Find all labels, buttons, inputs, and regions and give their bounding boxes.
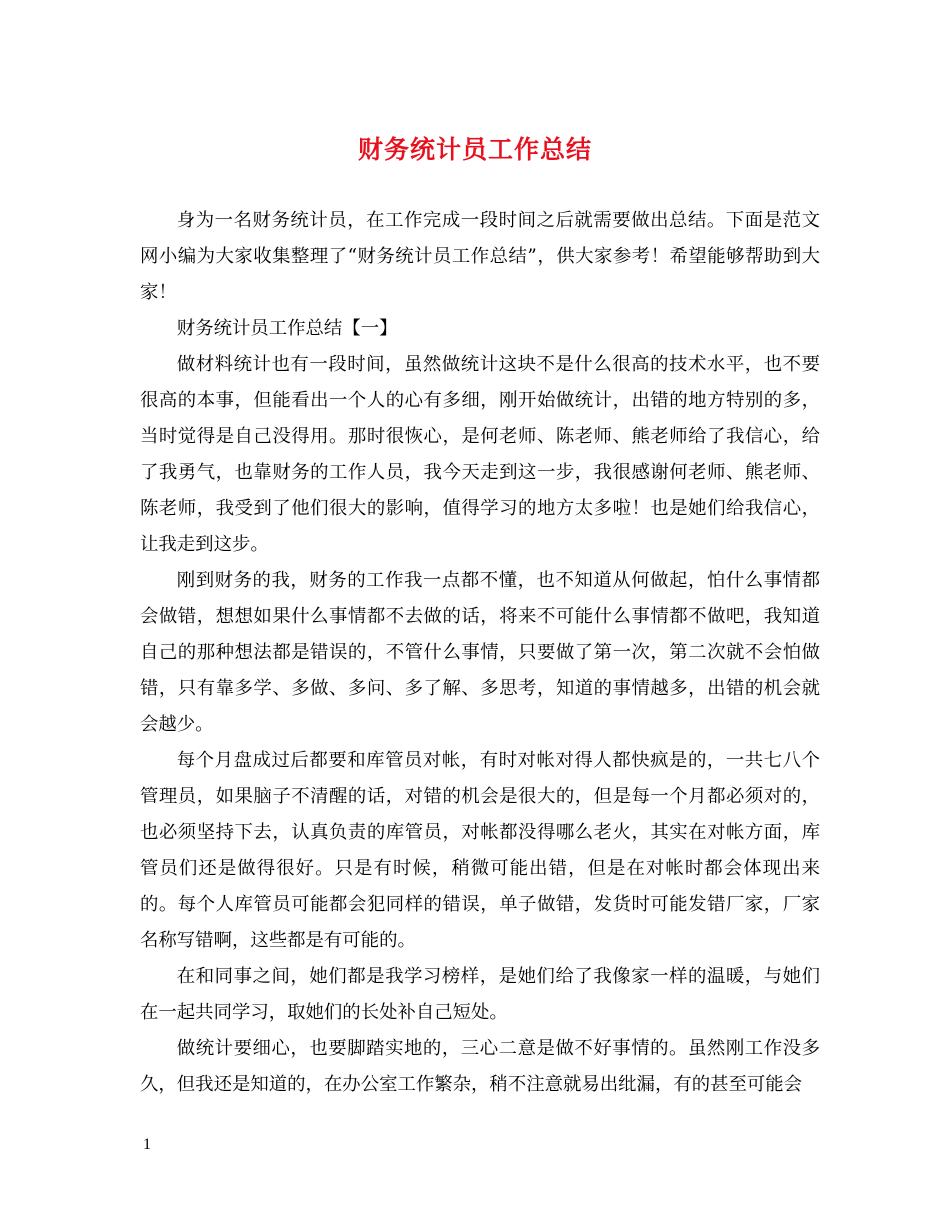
body-paragraph: 做材料统计也有一段时间，虽然做统计这块不是什么很高的技术水平，也不要很高的本事，但能看出一个人的心有多细，刚开始做统计，出错的地方特别的多，当时觉得是自己没得用。那时很恢心，是何老师、陈老师、熊老师给了我信心，给了我勇气，也靠财务的工作人员，我今天走到这一步，我很感谢何老师、熊老师、陈老师，我受到了他们很大的影响，值得学习的地方太多啦！也是她们给我信心，让我走到这步。 — [140, 354, 820, 555]
body-paragraph: 刚到财务的我，财务的工作我一点都不懂，也不知道从何做起，怕什么事情都会做错，想想如果什么事情都不去做的话，将来不可能什么事情都不做吧，我知道自己的那种想法都是错误的，不管什么事情，只要做了第一次，第二次就不会怕做错，只有靠多学、多做、多问、多了解、多思考，知道的事情越多，出错的机会就会越少。 — [140, 570, 820, 735]
body-paragraph: 每个月盘成过后都要和库管员对帐，有时对帐对得人都快疯是的，一共七八个管理员，如果脑子不清醒的话，对错的机会是很大的，但是每一个月都必须对的，也必须坚持下去，认真负责的库管员，对帐都没得哪么老火，其实在对帐方面，库管员们还是做得很好。只是有时候，稍微可能出错，但是在对帐时都会体现出来的。每个人库管员可能都会犯同样的错误，单子做错，发货时可能发错厂家，厂家名称写错啊，这些都是有可能的。 — [140, 750, 820, 951]
body-paragraph: 在和同事之间，她们都是我学习榜样，是她们给了我像家一样的温暖，与她们在一起共同学习，取她们的长处补自己短处。 — [140, 966, 820, 1023]
body-paragraph: 做统计要细心，也要脚踏实地的，三心二意是做不好事情的。虽然刚工作没多久，但我还是知道的，在办公室工作繁杂，稍不注意就易出纰漏，有的甚至可能会 — [140, 1038, 820, 1095]
document-title: 财务统计员工作总结 — [357, 135, 592, 164]
page-number: 1 — [143, 1136, 151, 1153]
intro-paragraph: 身为一名财务统计员，在工作完成一段时间之后就需要做出总结。下面是范文网小编为大家收集整理了“财务统计员工作总结”，供大家参考！希望能够帮助到大家！ — [140, 210, 820, 303]
section-heading: 财务统计员工作总结【一】 — [176, 318, 398, 339]
document-body — [140, 203, 820, 1103]
